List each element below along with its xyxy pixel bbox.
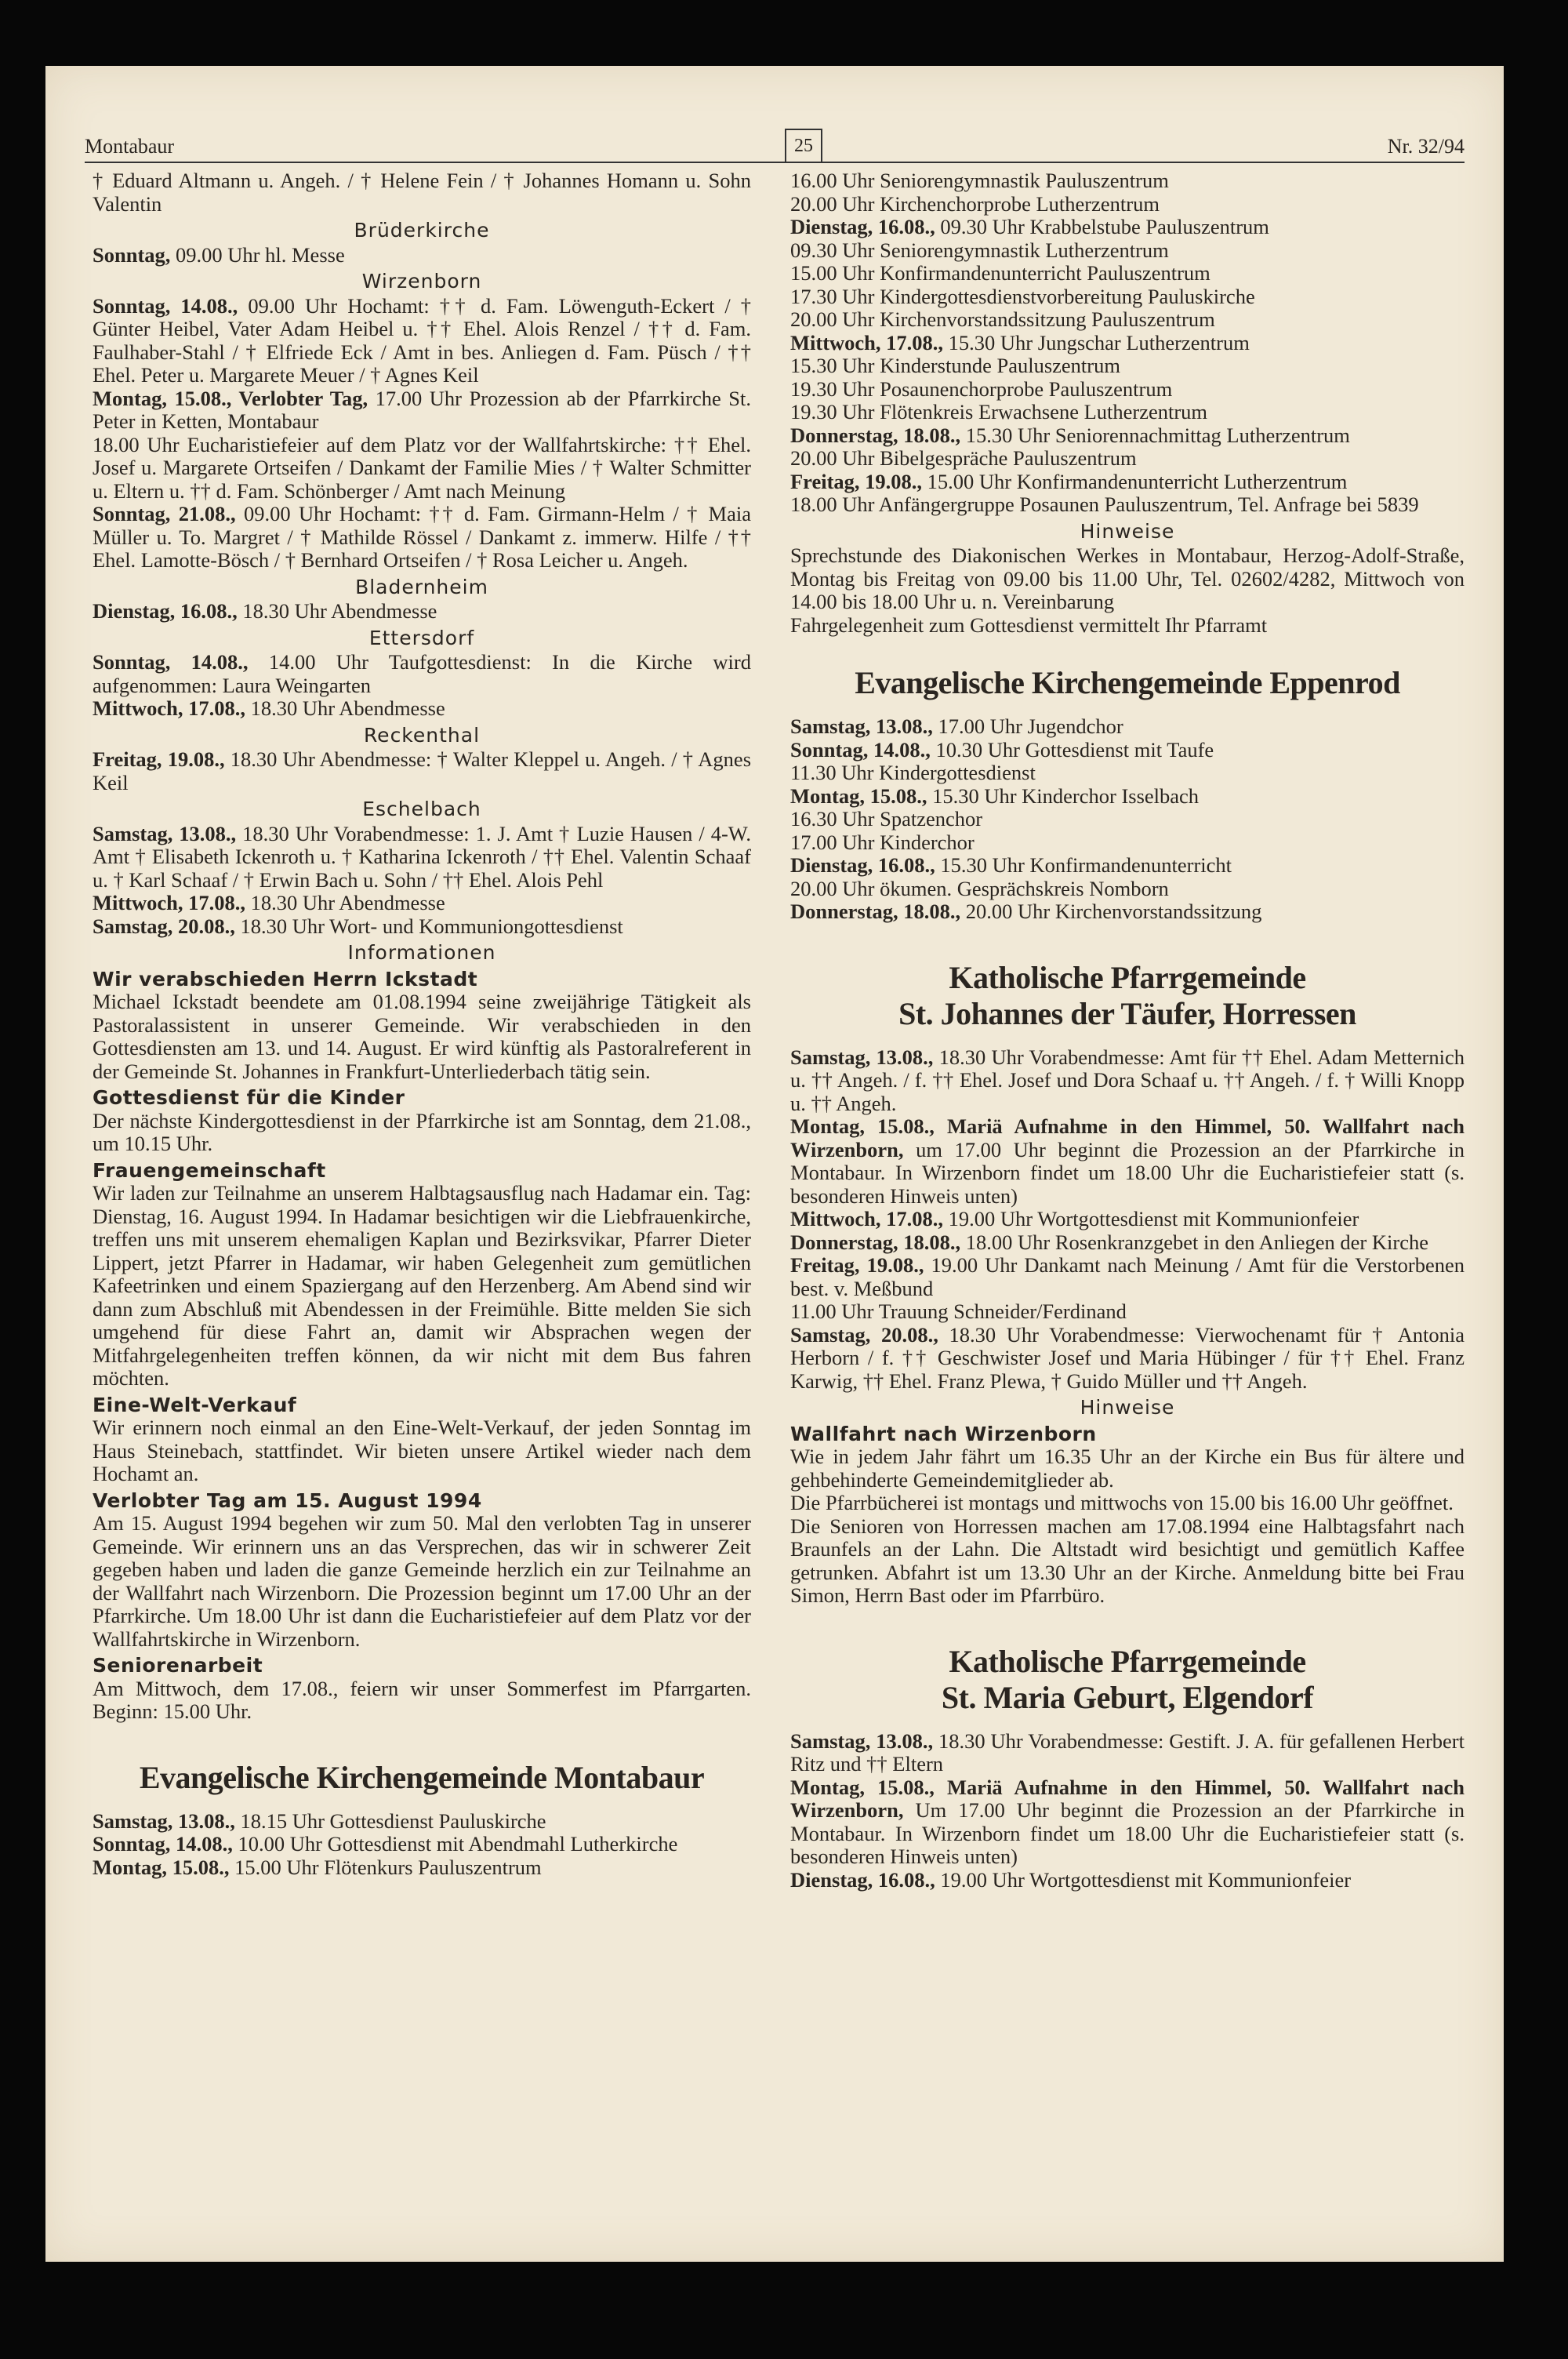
sub-heading: Wallfahrt nach Wirzenborn <box>790 1422 1097 1445</box>
entry: Sonntag, 14.08., 10.30 Uhr Gottesdienst mit Taufe <box>790 737 1214 761</box>
entry: 20.00 Uhr ökumen. Gesprächskreis Nomborn <box>790 876 1169 900</box>
parish-heading <box>790 1644 1465 1716</box>
entry: Montag, 15.08., 15.00 Uhr Flötenkurs Pauluszentrum <box>93 1855 542 1879</box>
parish-heading <box>790 960 1465 1032</box>
parish-heading: Evangelische Kirchengemeinde Montabaur <box>139 1759 705 1795</box>
paragraph: Der nächste Kindergottesdienst in der Pfarrkirche ist am Sonntag, dem 21.08., um 10.15 Uhr. <box>93 1108 751 1155</box>
paragraph: Die Pfarrbücherei ist montags und mittwochs von 15.00 bis 16.00 Uhr geöffnet. <box>790 1491 1454 1514</box>
paragraph: Fahrgelegenheit zum Gottesdienst vermittelt Ihr Pfarramt <box>790 612 1268 637</box>
entry: Montag, 15.08., 15.30 Uhr Kinderchor Isselbach <box>790 783 1200 808</box>
entry: Mittwoch, 17.08., 19.00 Uhr Wortgottesdienst mit Kommunionfeier <box>790 1207 1359 1230</box>
entry: Samstag, 13.08., 18.30 Uhr Vorabendmesse: 1. J. Amt † Luzie Hausen / 4-W. Amt † Elisabeth Ickenroth u. † Katharina Ickenroth / †† Ehel. Valentin Schaaf u. † Karl Schaaf / † Erwin Bach u. Sohn / †† Ehel. Alois Pehl <box>93 821 751 892</box>
entry: Mittwoch, 17.08., 18.30 Uhr Abendmesse <box>93 891 445 914</box>
sub-heading: Wir verabschieden Herrn Ickstadt <box>93 967 478 990</box>
header-town: Montabaur <box>85 135 175 158</box>
entry: 18.00 Uhr Anfängergruppe Posaunen Pauluszentrum, Tel. Anfrage bei 5839 <box>790 493 1419 516</box>
entry: 17.30 Uhr Kindergottesdienstvorbereitung Pauluskirche <box>790 284 1255 308</box>
entry: 16.00 Uhr Seniorengymnastik Pauluszentrum <box>790 169 1169 192</box>
entry: Mittwoch, 17.08., 15.30 Uhr Jungschar Lutherzentrum <box>790 330 1250 354</box>
page-header <box>85 114 1465 163</box>
entry: 18.00 Uhr Eucharistiefeier auf dem Platz vor der Wallfahrtskirche: †† Ehel. Josef u. Margarete Ortseifen / Dankamt der Familie Mies / † Walter Schmitter u. Eltern u. †† d. Fam. Schönberger / Amt nach Meinung <box>93 432 751 503</box>
right-column <box>790 169 1465 1892</box>
entry: Mittwoch, 17.08., 18.30 Uhr Abendmesse <box>93 696 445 720</box>
entry: Dienstag, 16.08., 18.30 Uhr Abendmesse <box>93 599 437 623</box>
section-heading: Reckenthal <box>363 723 481 747</box>
paragraph: Wie in jedem Jahr fährt um 16.35 Uhr an der Kirche ein Bus für ältere und gehbehinderte Gemeindemitglieder ab. <box>790 1445 1465 1492</box>
entry: 19.30 Uhr Flötenkreis Erwachsene Lutherzentrum <box>790 400 1208 423</box>
entry: Donnerstag, 18.08., 20.00 Uhr Kirchenvorstandssitzung <box>790 900 1262 923</box>
entry: Samstag, 13.08., 17.00 Uhr Jugendchor <box>790 714 1123 738</box>
sub-heading: Gottesdienst für die Kinder <box>93 1086 405 1109</box>
section-heading: Hinweise <box>1080 519 1175 543</box>
entry: Sonntag, 14.08., 10.00 Uhr Gottesdienst mit Abendmahl Lutherkirche <box>93 1832 678 1856</box>
paragraph: Am Mittwoch, dem 17.08., feiern wir unser Sommerfest im Pfarrgarten. Beginn: 15.00 Uhr. <box>93 1676 751 1723</box>
page-number: 25 <box>785 129 822 162</box>
entry: Freitag, 19.08., 19.00 Uhr Dankamt nach Meinung / Amt für die Verstorbenen best. v. Meßbund <box>790 1253 1465 1300</box>
parish-heading-line: Katholische Pfarrgemeinde <box>949 959 1306 995</box>
entry: 20.00 Uhr Bibelgespräche Pauluszentrum <box>790 446 1137 470</box>
sub-heading: Verlobter Tag am 15. August 1994 <box>93 1488 482 1512</box>
parish-heading-line: St. Johannes der Täufer, Horressen <box>898 995 1356 1031</box>
entry: Samstag, 13.08., 18.15 Uhr Gottesdienst Pauluskirche <box>93 1808 546 1833</box>
newspaper-page <box>45 66 1504 2262</box>
section-heading: Hinweise <box>1080 1396 1175 1419</box>
entry: Samstag, 13.08., 18.30 Uhr Vorabendmesse: Amt für †† Ehel. Adam Metternich u. †† Angeh. / f. †† Ehel. Josef und Dora Schaaf u. †† Angeh. / f. † Willi Knopp u. †† Angeh. <box>790 1045 1465 1115</box>
entry: 20.00 Uhr Kirchenchorprobe Lutherzentrum <box>790 191 1160 216</box>
sub-heading: Frauengemeinschaft <box>93 1158 326 1182</box>
entry: Freitag, 19.08., 15.00 Uhr Konfirmandenunterricht Lutherzentrum <box>790 469 1348 493</box>
entry: Samstag, 13.08., 18.30 Uhr Vorabendmesse: Gestift. J. A. für gefallenen Herbert Ritz und †† Eltern <box>790 1728 1465 1776</box>
entry: Samstag, 20.08., 18.30 Uhr Wort- und Kommuniongottesdienst <box>93 914 623 938</box>
issue-number: Nr. 32/94 <box>1387 135 1465 158</box>
entry: 17.00 Uhr Kinderchor <box>790 830 975 854</box>
entry: 16.30 Uhr Spatzenchor <box>790 807 983 831</box>
section-heading: Ettersdorf <box>368 626 475 649</box>
entry: Sonntag, 09.00 Uhr hl. Messe <box>93 242 345 267</box>
paragraph: Am 15. August 1994 begehen wir zum 50. Mal den verlobten Tag in unserer Gemeinde. Wir erinnern uns an das Versprechen, das wir in schwerer Zeit gegeben haben und laden die ganze Gemeinde herzlich ein zur Teilnahme an der Wallfahrt nach Wirzenborn. Die Prozession beginnt um 17.00 Uhr an der Pfarrkirche. Um 18.00 Uhr ist dann die Eucharistiefeier auf dem Platz vor der Wallfahrtskirche in Wirzenborn. <box>93 1511 751 1651</box>
parish-heading: Evangelische Kirchengemeinde Eppenrod <box>855 665 1400 700</box>
paragraph: Wir erinnern noch einmal an den Eine-Welt-Verkauf, der jeden Sonntag im Haus Steinebach, stattfindet. Wir bieten unsere Artikel wieder nach dem Hochamt an. <box>93 1416 751 1485</box>
entry: Donnerstag, 18.08., 15.30 Uhr Seniorennachmittag Lutherzentrum <box>790 423 1350 447</box>
section-heading: Informationen <box>347 941 496 964</box>
section-heading: Brüderkirche <box>354 219 490 242</box>
left-column <box>93 169 751 1879</box>
entry: Montag, 15.08., Mariä Aufnahme in den Himmel, 50. Wallfahrt nach Wirzenborn, um 17.00 Uhr beginnt die Prozession an der Pfarrkirche in Montabaur. In Wirzenborn findet um 18.00 Uhr die Eucharistiefeier statt (s. besonderen Hinweis unten) <box>790 1114 1465 1208</box>
entry: Sonntag, 21.08., 09.00 Uhr Hochamt: †† d. Fam. Girmann-Helm / † Maia Müller u. To. Margret / † Mathilde Rössel / Dankamt z. immerw. Hilfe / †† Ehel. Lamotte-Bösch / † Bernhard Ortseifen / † Rosa Leicher u. Angeh. <box>93 502 751 572</box>
section-heading: Bladernheim <box>355 575 488 598</box>
paragraph: Die Senioren von Horressen machen am 17.08.1994 eine Halbtagsfahrt nach Braunfels an der Lahn. Die Altstadt wird besichtigt und gemütlich Kaffee getrunken. Abfahrt ist um 13.30 Uhr an der Kirche. Anmeldung bitte bei Frau Simon, Herrn Bast oder im Pfarrbüro. <box>790 1514 1465 1607</box>
entry: Dienstag, 16.08., 09.30 Uhr Krabbelstube Pauluszentrum <box>790 215 1269 238</box>
section-heading: Eschelbach <box>362 798 481 820</box>
entry: 15.00 Uhr Konfirmandenunterricht Pauluszentrum <box>790 261 1210 285</box>
entry: 15.30 Uhr Kinderstunde Pauluszentrum <box>790 354 1120 377</box>
section-heading: Wirzenborn <box>361 270 482 293</box>
entry: Montag, 15.08., Verlobter Tag, 17.00 Uhr Prozession ab der Pfarrkirche St. Peter in Ketten, Montabaur <box>93 386 752 433</box>
entry: Sonntag, 14.08., 14.00 Uhr Taufgottesdienst: In die Kirche wird aufgenommen: Laura Weingarten <box>93 650 751 697</box>
entry: Freitag, 19.08., 18.30 Uhr Abendmesse: † Walter Kleppel u. Angeh. / † Agnes Keil <box>93 747 752 794</box>
entry: Sonntag, 14.08., 09.00 Uhr Hochamt: †† d. Fam. Löwenguth-Eckert / † Günter Heibel, Vater Adam Heibel u. †† Ehel. Alois Renzel / †† d. Fam. Faulhaber-Stahl / † Elfriede Eck / Amt in bes. Anliegen d. Fam. Püsch / †† Ehel. Peter u. Margarete Meuer / † Agnes Keil <box>93 293 751 387</box>
parish-heading-line: Katholische Pfarrgemeinde <box>949 1643 1306 1679</box>
parish-heading-line: St. Maria Geburt, Elgendorf <box>941 1679 1314 1715</box>
entry: Dienstag, 16.08., 19.00 Uhr Wortgottesdienst mit Kommunionfeier <box>790 1867 1352 1892</box>
paragraph: Michael Ickstadt beendete am 01.08.1994 seine zweijährige Tätigkeit als Pastoralassistent in unserer Gemeinde. Wir verabschieden in den Gottesdiensten am 13. und 14. August. Er wird künftig als Pastoralreferent in der Gemeinde St. Johannes in Frankfurt-Unterliederbach tätig sein. <box>93 990 751 1083</box>
entry: Donnerstag, 18.08., 18.00 Uhr Rosenkranzgebet in den Anliegen der Kirche <box>790 1230 1428 1254</box>
sub-heading: Eine-Welt-Verkauf <box>93 1393 297 1416</box>
entry: Dienstag, 16.08., 15.30 Uhr Konfirmandenunterricht <box>790 853 1232 877</box>
paragraph: Wir laden zur Teilnahme an unserem Halbtagsausflug nach Hadamar ein. Tag: Dienstag, 16. August 1994. In Hadamar besichtigen wir die Liebfrauenkirche, treffen uns mit unserem ehemaligen Kaplan und Bezirksvikar, Pfarrer Dieter Lippert, jetzt Pfarrer in Hadamar, wir haben Gelegenheit zum gemütlichen Kafeetrinken und einem Spaziergang auf den Herzenberg. Am Abend sind wir dann zum Abschluß mit Abendessen in der Freimühle. Bitte melden Sie sich umgehend für diese Fahrt an, damit wir Absprachen wegen der Mitfahrgelegenheiten treffen können, da wir nicht mit dem Bus fahren möchten. <box>93 1181 751 1390</box>
entry: 20.00 Uhr Kirchenvorstandssitzung Pauluszentrum <box>790 307 1215 331</box>
entry: 09.30 Uhr Seniorengymnastik Lutherzentrum <box>790 238 1169 262</box>
entry: Samstag, 20.08., 18.30 Uhr Vorabendmesse: Vierwochenamt für † Antonia Herborn / f. †† Geschwister Josef und Maria Hübinger / für †† Ehel. Franz Karwig, †† Ehel. Franz Plewa, † Guido Müller und †† Angeh. <box>790 1322 1465 1393</box>
entry: 19.30 Uhr Posaunenchorprobe Pauluszentrum <box>790 376 1173 401</box>
entry: 11.00 Uhr Trauung Schneider/Ferdinand <box>790 1299 1127 1323</box>
sub-heading: Seniorenarbeit <box>93 1654 263 1677</box>
entry: 11.30 Uhr Kindergottesdienst <box>790 761 1036 784</box>
intro-text: † Eduard Altmann u. Angeh. / † Helene Fein / † Johannes Homann u. Sohn Valentin <box>93 169 751 216</box>
paragraph: Sprechstunde des Diakonischen Werkes in Montabaur, Herzog-Adolf-Straße, Montag bis Freitag von 09.00 bis 11.00 Uhr, Tel. 02602/4282, Mittwoch von 14.00 bis 18.00 Uhr u. n. Vereinbarung <box>790 543 1465 613</box>
entry: Montag, 15.08., Mariä Aufnahme in den Himmel, 50. Wallfahrt nach Wirzenborn, Um 17.00 Uhr beginnt die Prozession an der Pfarrkirche in Montabaur. In Wirzenborn findet um 18.00 Uhr die Eucharistiefeier statt (s. besonderen Hinweis unten) <box>790 1775 1465 1868</box>
